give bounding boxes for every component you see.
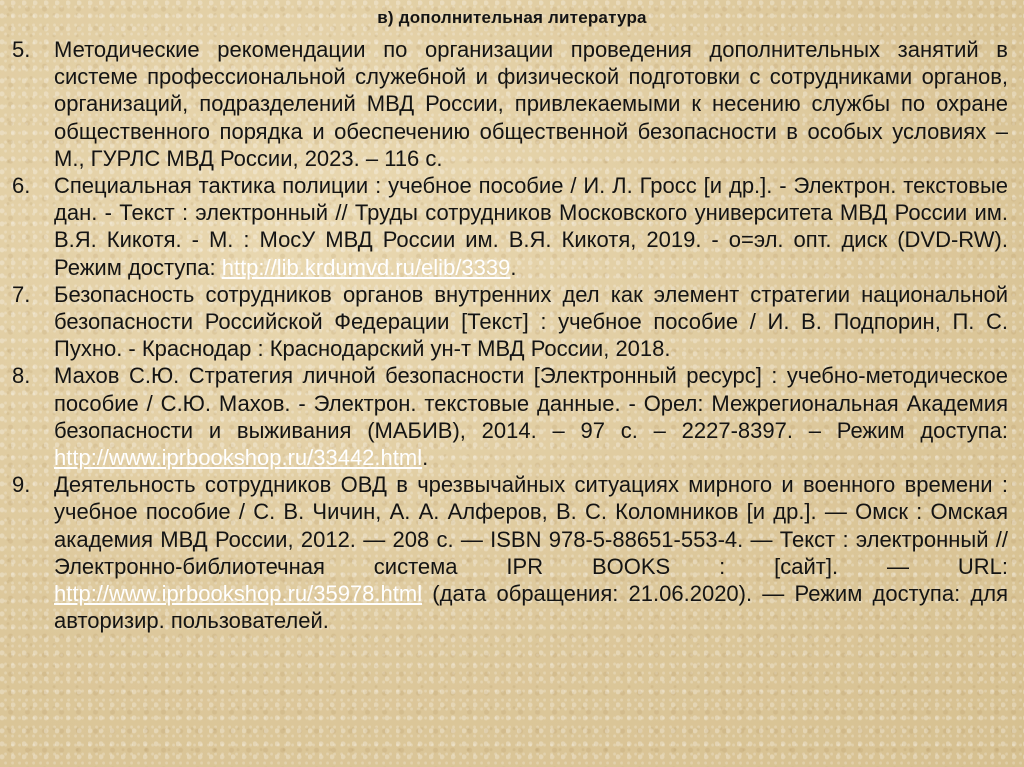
item-text <box>54 172 1008 281</box>
item-number: 6. <box>12 173 31 199</box>
item-text-before: Специальная тактика полиции : учебное пособие / И. Л. Гросс [и др.]. - Электрон. текстовые дан. - Текст : электронный // Труды сотрудников Московского университета МВД России им. В.Я. Кикотя. - М. : МосУ МВД России им. В.Я. Кикотя, 2019. - о=эл. опт. диск (DVD-RW). Режим доступа: <box>54 173 1008 280</box>
item-text-before: Деятельность сотрудников ОВД в чрезвычайных ситуациях мирного и военного времени : учебное пособие / С. В. Чичин, А. А. Алферов, В. С. Коломников [и др.]. — Омск : Омская академия МВД России, 2012. — 208 с. — ISBN 978-5-88651-553-4. — Текст : электронный // Электронно-библиотечная система IPR BOOKS : [сайт]. — URL: <box>54 472 1008 579</box>
item-text-after: (дата обращения: 21.06.2020). — Режим доступа: для авторизир. пользователей. <box>54 581 1008 634</box>
list-item <box>12 471 1008 634</box>
iprbookshop-link[interactable]: http://www.iprbookshop.ru/33442.html <box>54 445 423 471</box>
item-text: Методические рекомендации по организации проведения дополнительных занятий в системе профессиональной служебной и физической подготовки с сотрудниками органов, организаций, подразделений МВД России, привлекаемыми к несению службы по охране общественного порядка и обеспечению общественной безопасности в особых условиях – М., ГУРЛС МВД России, 2023. – 116 с. <box>54 37 1008 171</box>
item-text <box>54 471 1008 634</box>
item-number: 7. <box>12 281 31 307</box>
reference-list <box>12 36 1008 634</box>
item-number: 5. <box>12 37 31 62</box>
item-text: Безопасность сотрудников органов внутренних дел как элемент стратегии национальной безопасности Российской Федерации [Текст] : учебное пособие / И. В. Подпорин, П. С. Пухно. - Краснодар : Краснодарский ун-т МВД России, 2018. <box>54 281 1008 362</box>
item-number: 8. <box>12 363 31 389</box>
section-heading: в) дополнительная литература <box>377 8 647 27</box>
iprbookshop-link[interactable]: http://www.iprbookshop.ru/35978.html <box>54 581 423 607</box>
list-item <box>12 281 1008 363</box>
item-text-after: . <box>510 254 517 280</box>
item-text-after: . <box>422 445 429 471</box>
list-item <box>12 362 1008 471</box>
list-item <box>12 36 1008 172</box>
list-item <box>12 172 1008 281</box>
item-text <box>54 362 1008 471</box>
item-text-before: Махов С.Ю. Стратегия личной безопасности [Электронный ресурс] : учебно-методическое пособие / С.Ю. Махов. - Электрон. текстовые данные. - Орел: Межрегиональная Академия безопасности и выживания (МАБИВ), 2014. – 97 с. – 2227-8397. – Режим доступа: <box>54 363 1008 443</box>
lib-link[interactable]: http://lib.krdumvd.ru/elib/3339 <box>221 254 511 280</box>
item-number: 9. <box>12 472 31 498</box>
